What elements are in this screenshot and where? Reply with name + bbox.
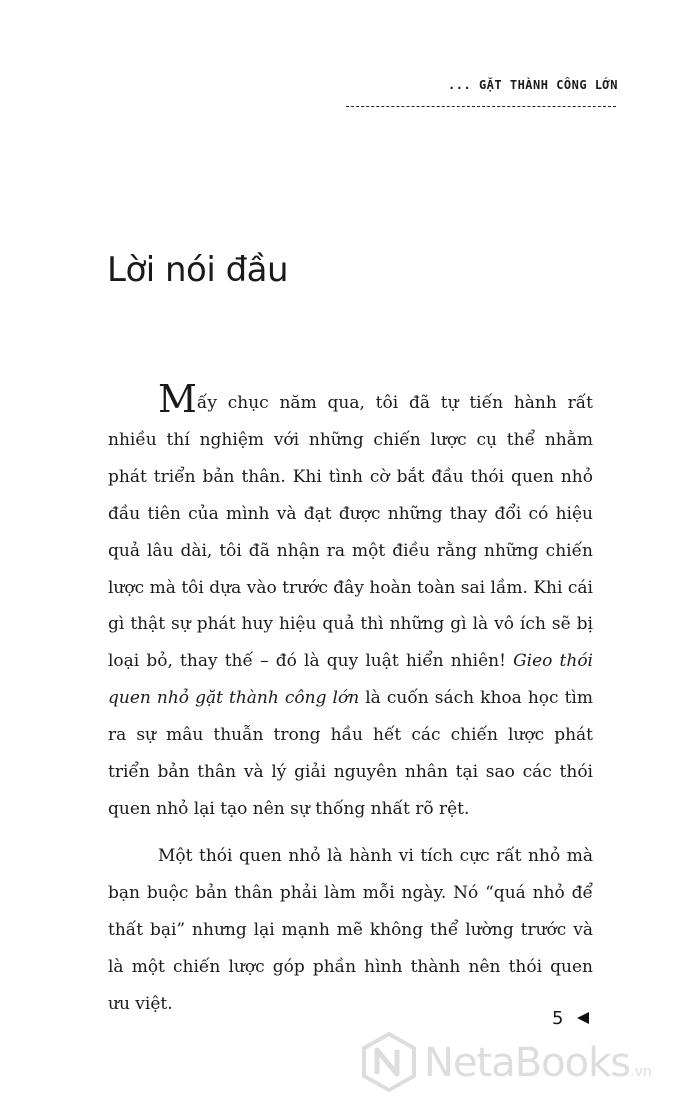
watermark: [362, 1030, 692, 1100]
paragraph-2: Một thói quen nhỏ là hành vi tích cực rất nhỏ mà bạn buộc bản thân phải làm mỗi ngày. Nó “quá nhỏ để thất bại” nhưng lại mạnh mẽ không thể lường trước và là một chiến lược góp phần hình thành nên thói quen ưu việt.: [108, 845, 593, 1014]
body-text: [108, 377, 593, 1032]
page-arrow-icon: [577, 1012, 589, 1024]
paragraph-1: [108, 377, 593, 828]
running-header: ... GẶT THÀNH CÔNG LỚN: [448, 78, 618, 92]
paragraph-1-text-a: ấy chục năm qua, tôi đã tự tiến hành rất nhiều thí nghiệm với những chiến lược cụ thể nhằm phát triển bản thân. Khi tình cờ bắt đầu thói quen nhỏ đầu tiên của mình và đạt được những thay đổi có hiệu quả lâu dài, tôi đã nhận ra một điều rằng những chiến lược mà tôi dựa vào trước đây hoàn toàn sai lầm. Khi cái gì thật sự phát huy hiệu quả thì những gì là vô ích sẽ bị loại bỏ, thay thế – đó là quy luật hiển nhiên!: [108, 393, 593, 672]
watermark-text: [424, 1040, 652, 1086]
drop-cap: M: [158, 377, 197, 421]
netabooks-logo-icon: [362, 1032, 416, 1092]
chapter-title: Lời nói đầu: [107, 250, 289, 290]
paragraph-1-text-b: là cuốn sách khoa học tìm ra sự mâu thuẫn trong hầu hết các chiến lược phát triển bản thân và lý giải nguyên nhân tại sao các thói quen nhỏ lại tạo nên sự thống nhất rõ rệt.: [108, 688, 593, 819]
header-dashed-rule: [346, 106, 616, 107]
watermark-tld: .vn: [630, 1064, 652, 1080]
page-number: 5: [552, 1008, 564, 1029]
book-title-italic: Gieo thói quen nhỏ gặt thành công lớn: [108, 651, 593, 709]
watermark-brand: NetaBooks: [424, 1040, 631, 1086]
